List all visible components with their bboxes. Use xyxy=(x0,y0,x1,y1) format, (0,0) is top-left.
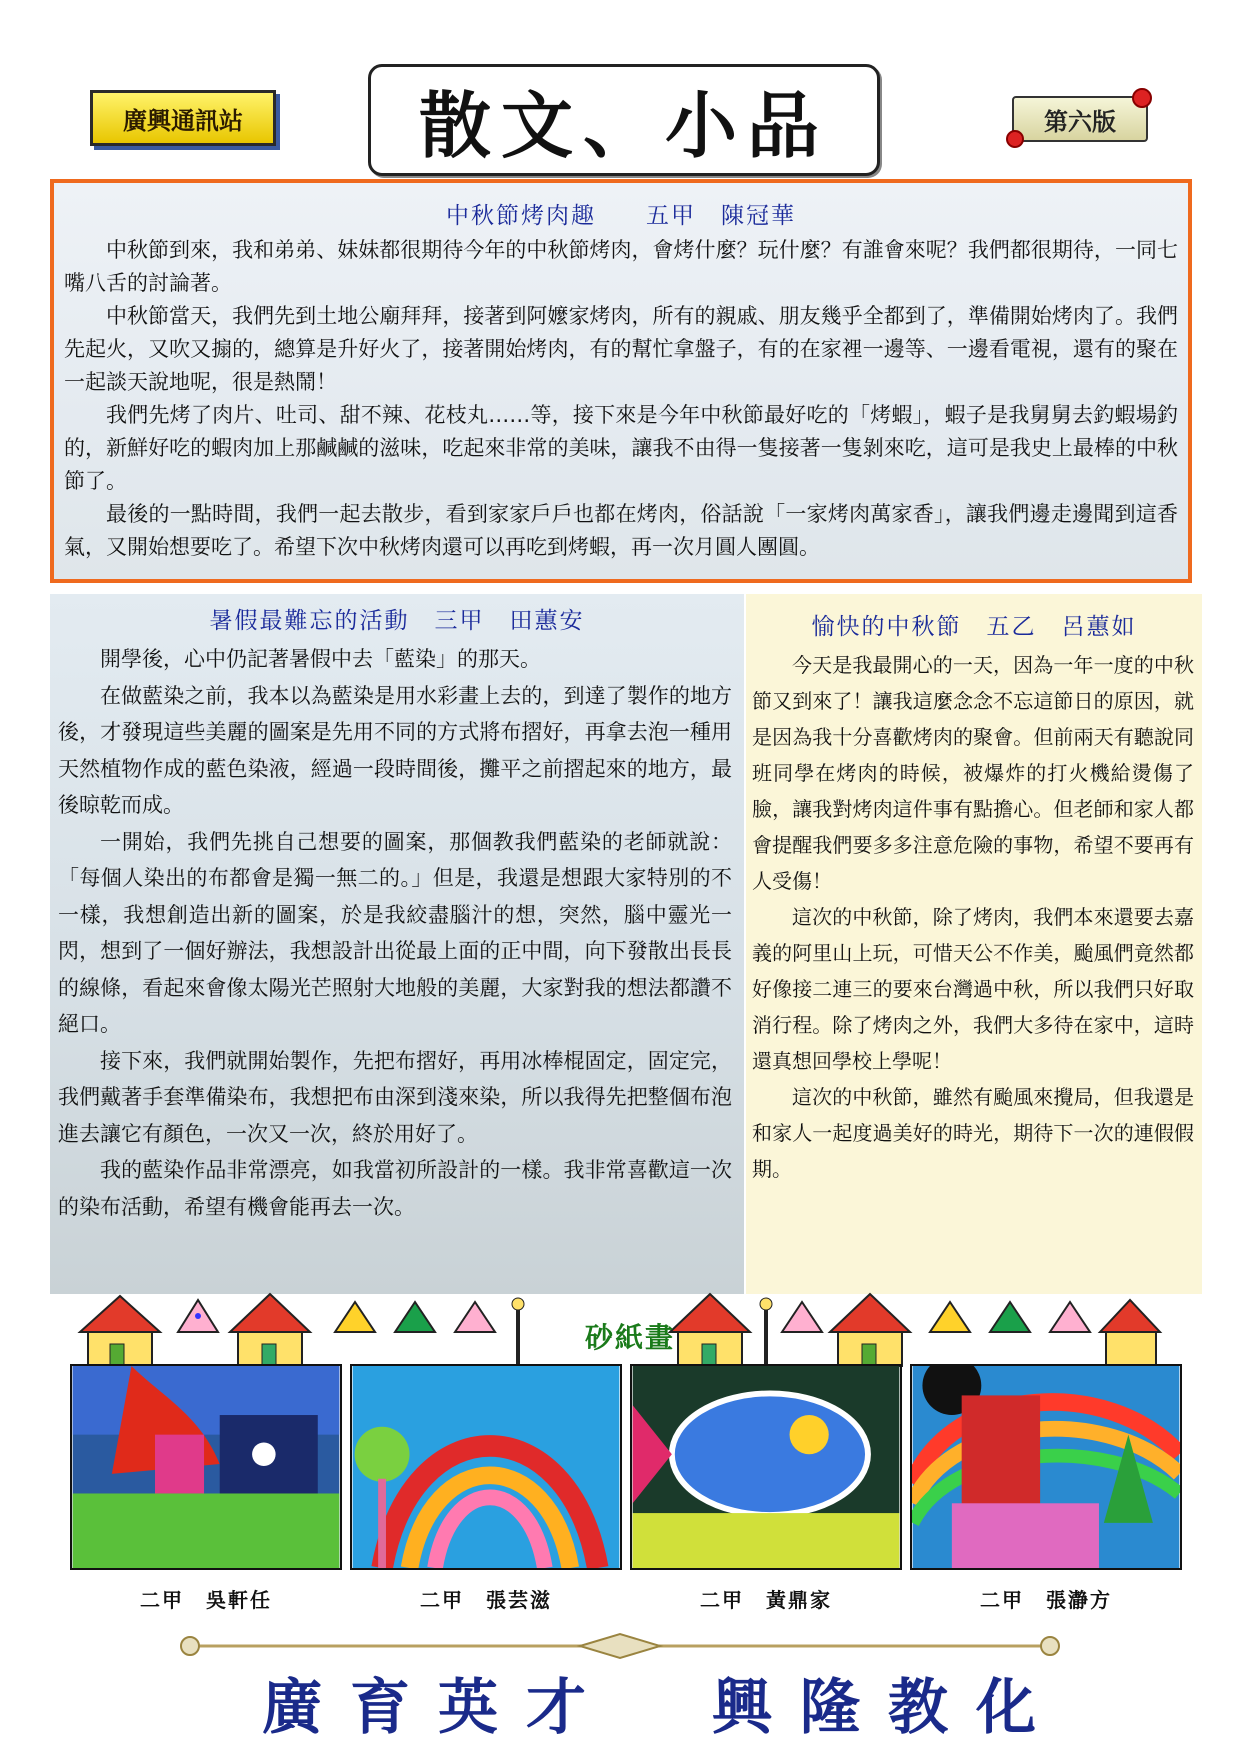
article-paragraph: 開學後，心中仍記著暑假中去「藍染」的那天。 xyxy=(100,647,541,671)
motto-left: 廣育英才 xyxy=(262,1673,614,1743)
article-heading: 暑假最難忘的活動 三甲 田蕙安 xyxy=(209,608,585,634)
article-summer-indigo-dye xyxy=(50,594,744,1294)
house-icon xyxy=(1100,1300,1160,1366)
article-paragraph: 中秋節到來，我和弟弟、妹妹都很期待今年的中秋節烤肉，會烤什麼？玩什麼？有誰會來呢？我們都很期待，一同七嘴八舌的討論著。 xyxy=(64,238,1178,295)
article-heading: 愉快的中秋節 五乙 呂蕙如 xyxy=(811,614,1137,640)
page-title-scroll xyxy=(368,64,880,176)
house-icon xyxy=(830,1294,910,1366)
edition-label: 第六版 xyxy=(1012,96,1148,142)
motto-right: 興隆教化 xyxy=(712,1673,1064,1743)
article-paragraph: 我們先烤了肉片、吐司、甜不辣、花枝丸……等，接下來是今年中秋節最好吃的「烤蝦」，蝦子是我舅舅去釣蝦場釣的，新鮮好吃的蝦肉加上那鹹鹹的滋味，吃起來非常的美味，讓我不由得一隻接著一隻剝來吃，這可是我史上最棒的中秋節了。 xyxy=(64,403,1178,493)
article-paragraph: 我的藍染作品非常漂亮，如我當初所設計的一樣。我非常喜歡這一次的染布活動，希望有機會能再去一次。 xyxy=(58,1158,732,1219)
article-paragraph: 中秋節當天，我們先到土地公廟拜拜，接著到阿嬤家烤肉，所有的親戚、朋友幾乎全都到了，準備開始烤肉了。我們先起火，又吹又搧的，總算是升好火了，接著開始烤肉，有的幫忙拿盤子，有的在家裡一邊等、一邊看電視，還有的聚在一起談天說地呢，很是熱鬧！ xyxy=(64,304,1178,394)
pin-icon xyxy=(1132,88,1152,108)
page-title: 散文、小品 xyxy=(418,83,829,168)
article-happy-mid-autumn xyxy=(746,594,1202,1294)
article-paragraph: 今天是我最開心的一天，因為一年一度的中秋節又到來了！讓我這麼念念不忘這節日的原因，就是因為我十分喜歡烤肉的聚會。但前兩天有聽說同班同學在烤肉的時候，被爆炸的打火機給燙傷了臉，讓我對烤肉這件事有點擔心。但老師和家人都會提醒我們要多多注意危險的事物，希望不要再有人受傷！ xyxy=(752,653,1194,893)
pin-icon xyxy=(1006,130,1024,148)
house-icon xyxy=(230,1294,310,1366)
painting-caption: 二甲 吳軒任 xyxy=(140,1588,272,1612)
article-paragraph: 一開始，我們先挑自己想要的圖案，那個教我們藍染的老師就說：「每個人染出的布都會是獨一無二的。」但是，我還是想跟大家特別的不一樣，我想創造出新的圖案，於是我絞盡腦汁的想，突然，腦中靈光一閃，想到了一個好辦法，我想設計出從最上面的正中間，向下發散出長長的線條，看起來會像太陽光芒照射大地般的美麗，大家對我的想法都讚不絕口。 xyxy=(58,829,732,1036)
sand-painting-image xyxy=(910,1364,1182,1570)
painting-caption: 二甲 黃鼎家 xyxy=(700,1588,832,1612)
article-paragraph: 在做藍染之前，我本以為藍染是用水彩畫上去的，到達了製作的地方後，才發現這些美麗的圖案是先用不同的方式將布摺好，再拿去泡一種用天然植物作成的藍色染液，經過一段時間後，攤平之前摺起來的地方，最後晾乾而成。 xyxy=(58,683,732,817)
article-mid-autumn-bbq xyxy=(50,179,1192,583)
painting-caption: 二甲 張瀞方 xyxy=(980,1588,1112,1612)
article-paragraph: 接下來，我們就開始製作，先把布摺好，再用冰棒棍固定，固定完，我們戴著手套準備染布，我想把布由深到淺來染，所以我得先把整個布泡進去讓它有顏色，一次又一次，終於用好了。 xyxy=(58,1048,732,1146)
house-icon xyxy=(80,1296,160,1366)
painting-caption: 二甲 張芸滋 xyxy=(420,1588,552,1612)
article-paragraph: 這次的中秋節，除了烤肉，我們本來還要去嘉義的阿里山上玩，可惜天公不作美，颱風們竟然都好像接二連三的要來台灣過中秋，所以我們只好取消行程。除了烤肉之外，我們大多待在家中，這時還真想回學校上學呢！ xyxy=(752,905,1194,1073)
newsletter-badge: 廣興通訊站 xyxy=(90,90,276,146)
sand-painting-image xyxy=(350,1364,622,1570)
article-heading: 中秋節烤肉趣 五甲 陳冠華 xyxy=(446,203,796,229)
ornamental-divider xyxy=(180,1632,1060,1660)
article-paragraph: 這次的中秋節，雖然有颱風來攪局，但我還是和家人一起度過美好的時光，期待下一次的連假假期。 xyxy=(752,1085,1194,1181)
sand-painting-image xyxy=(70,1364,342,1570)
sand-painting-image xyxy=(630,1364,902,1570)
sand-painting-title: 砂紙畫 xyxy=(584,1321,675,1354)
article-paragraph: 最後的一點時間，我們一起去散步，看到家家戶戶也都在烤肉，俗話說「一家烤肉萬家香」，讓我們邊走邊聞到這香氣，又開始想要吃了。希望下次中秋烤肉還可以再吃到烤蝦，再一次月圓人團圓。 xyxy=(64,502,1178,559)
